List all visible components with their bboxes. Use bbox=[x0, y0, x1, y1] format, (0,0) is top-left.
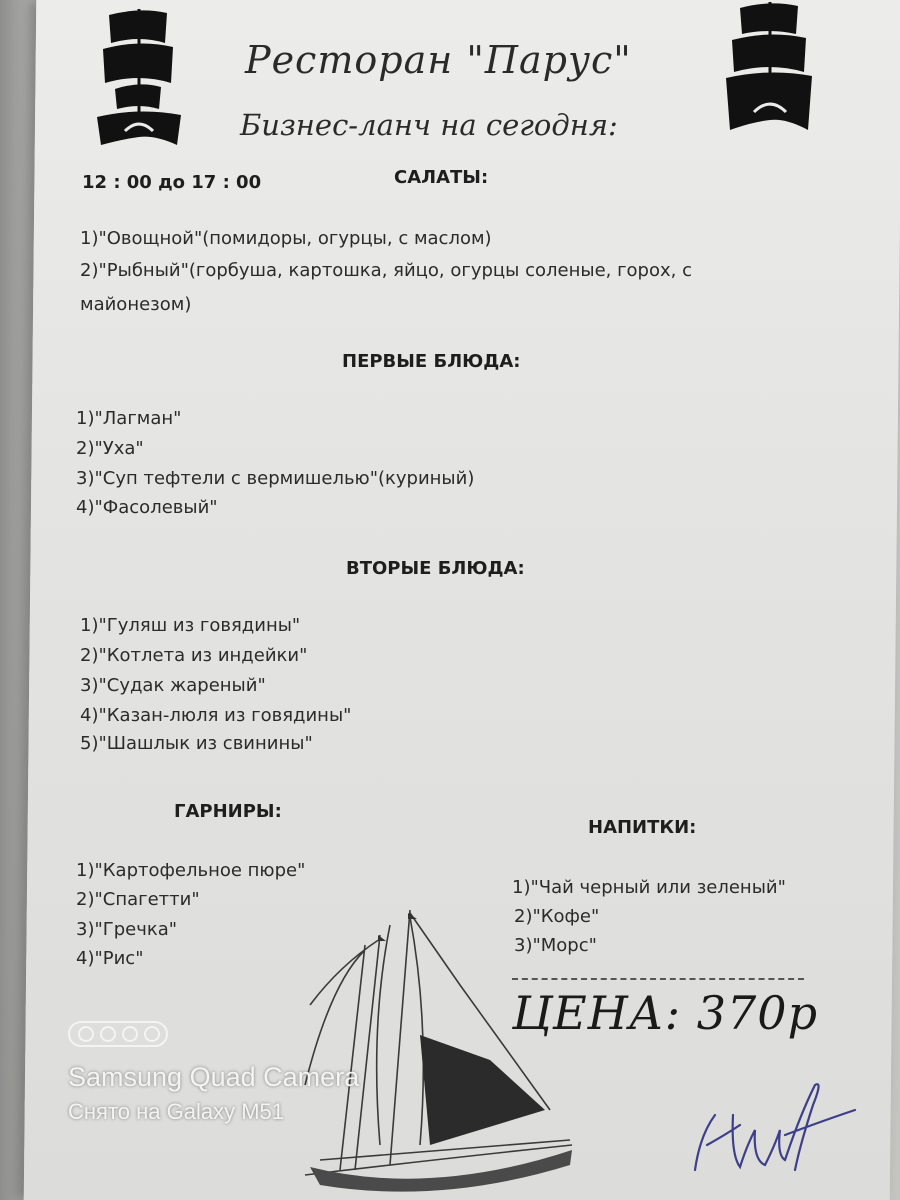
list-item: 3)"Суп тефтели с вермишелью"(куриный) bbox=[76, 468, 475, 489]
price-label: ЦЕНА: 370р bbox=[512, 986, 819, 1040]
list-item: 1)"Лагман" bbox=[76, 408, 182, 429]
salads-heading: САЛАТЫ: bbox=[394, 167, 489, 188]
list-item: 1)"Овощной"(помидоры, огурцы, с маслом) bbox=[80, 228, 492, 249]
quad-camera-icon bbox=[68, 1021, 168, 1047]
list-item: майонезом) bbox=[80, 294, 192, 315]
camera-watermark-subtitle: Снято на Galaxy M51 bbox=[68, 1099, 285, 1124]
list-item: 2)"Котлета из индейки" bbox=[80, 645, 308, 666]
list-item: 2)"Рыбный"(горбуша, картошка, яйцо, огурцы соленые, горох, с bbox=[80, 260, 692, 281]
list-item: 2)"Кофе" bbox=[514, 906, 600, 927]
list-item: 3)"Морс" bbox=[514, 935, 597, 956]
list-item: 2)"Спагетти" bbox=[76, 889, 200, 910]
sailing-ship-illustration-icon bbox=[280, 905, 580, 1200]
list-item: 4)"Фасолевый" bbox=[76, 497, 218, 518]
first-courses-heading: ПЕРВЫЕ БЛЮДА: bbox=[342, 351, 521, 372]
sailing-ship-icon-left bbox=[95, 5, 183, 153]
drinks-heading: НАПИТКИ: bbox=[588, 817, 697, 838]
list-item: 4)"Казан-люля из говядины" bbox=[80, 705, 352, 726]
second-courses-heading: ВТОРЫЕ БЛЮДА: bbox=[346, 558, 525, 579]
list-item: 1)"Гуляш из говядины" bbox=[80, 615, 301, 636]
camera-watermark-title: Samsung Quad Camera bbox=[68, 1062, 360, 1092]
list-item: 1)"Чай черный или зеленый" bbox=[512, 877, 786, 898]
sides-heading: ГАРНИРЫ: bbox=[174, 801, 282, 822]
list-item: 1)"Картофельное пюре" bbox=[76, 860, 306, 881]
list-item: 4)"Рис" bbox=[76, 948, 144, 969]
list-item: 3)"Гречка" bbox=[76, 919, 178, 940]
sailing-ship-icon-right bbox=[724, 0, 814, 135]
business-lunch-subtitle: Бизнес-ланч на сегодня: bbox=[240, 108, 618, 142]
list-item: 2)"Уха" bbox=[76, 438, 144, 459]
signature bbox=[685, 1075, 860, 1185]
list-item: 3)"Судак жареный" bbox=[80, 675, 266, 696]
lunch-hours: 12 : 00 до 17 : 00 bbox=[82, 172, 262, 193]
restaurant-title: Ресторан "Парус" bbox=[245, 38, 632, 82]
list-item: 5)"Шашлык из свинины" bbox=[80, 733, 313, 754]
